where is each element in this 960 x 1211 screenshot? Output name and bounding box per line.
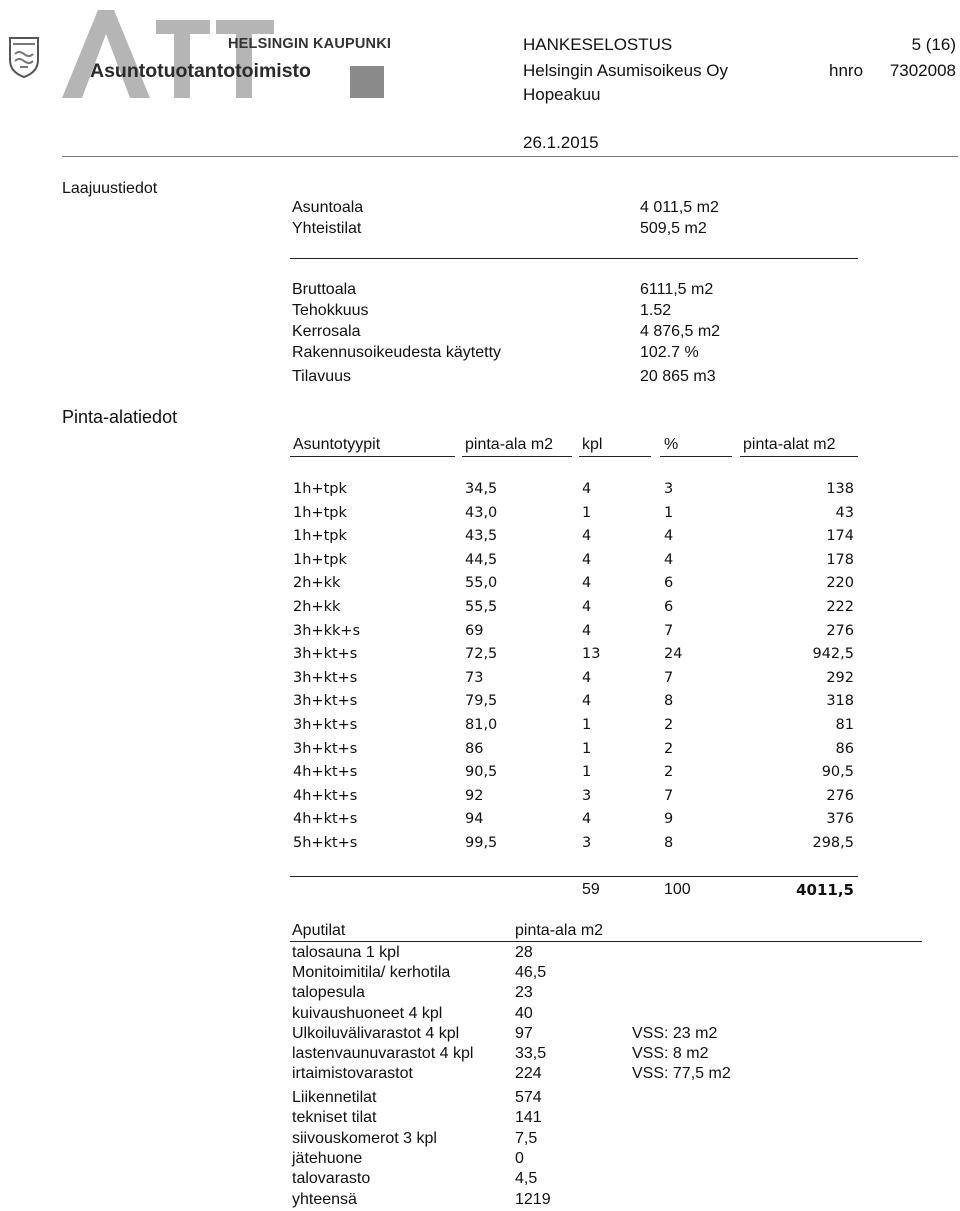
header-underline-pct [660, 456, 732, 457]
laajuus-label: Yhteistilat [292, 220, 362, 237]
laajuus-value: 4 876,5 m2 [640, 323, 721, 340]
cell-pct: 9 [664, 811, 674, 828]
cell-total: 81 [835, 717, 854, 733]
cell-total: 43 [835, 504, 854, 521]
project-name: Hopeakuu [523, 85, 601, 104]
col-header-area: pinta-ala m2 [465, 436, 554, 453]
cell-area: 55,5 [465, 599, 498, 615]
doc-title: HANKESELOSTUS [523, 35, 673, 54]
header-underline-type [290, 456, 455, 457]
cell-total: 178 [826, 551, 854, 568]
cell-area: 73 [465, 669, 484, 686]
aputila-value: 141 [515, 1109, 542, 1127]
cell-type: 1h+tpk [293, 504, 347, 521]
cell-kpl: 1 [582, 764, 592, 781]
aputila-value: 7,5 [515, 1129, 538, 1147]
hnro-label: hnro [829, 61, 864, 80]
cell-kpl: 1 [582, 504, 592, 521]
aputila-value: 23 [515, 984, 533, 1002]
cell-total: 86 [835, 740, 854, 757]
cell-area: 55,0 [465, 575, 498, 592]
cell-type: 3h+kt+s [293, 740, 358, 757]
cell-type: 1h+tpk [293, 528, 347, 545]
cell-area: 34,5 [465, 481, 498, 497]
cell-pct: 7 [664, 622, 674, 639]
cell-type: 3h+kt+s [293, 717, 358, 733]
cell-type: 4h+kt+s [293, 764, 358, 781]
col-header-kpl: kpl [582, 436, 603, 453]
cell-pct: 2 [664, 740, 674, 757]
cell-type: 1h+tpk [293, 481, 347, 497]
cell-pct: 8 [664, 835, 674, 851]
aputila-label: kuivaushuoneet 4 kpl [292, 1004, 443, 1022]
cell-pct: 3 [664, 481, 674, 497]
col-header-pct: % [664, 436, 679, 453]
aputila-value: 0 [515, 1149, 524, 1167]
aputila-value: 28 [515, 944, 533, 961]
aputila-value: 40 [515, 1004, 533, 1022]
cell-pct: 24 [664, 646, 683, 663]
aputila-label: siivouskomerot 3 kpl [292, 1129, 437, 1147]
att-logo-icon [60, 4, 290, 100]
header-divider [62, 156, 958, 157]
cell-type: 2h+kk [293, 575, 341, 592]
cell-area: 69 [465, 622, 484, 639]
laajuus-divider [290, 258, 858, 259]
aputila-label: jätehuone [292, 1149, 363, 1167]
cell-area: 92 [465, 787, 484, 804]
logo-office-text: Asuntotuotantotoimisto [90, 60, 311, 82]
cell-total: 220 [826, 575, 854, 592]
aputila-label: Monitoimitila/ kerhotila [292, 964, 451, 982]
cell-area: 86 [465, 740, 484, 757]
cell-kpl: 4 [582, 811, 592, 828]
cell-area: 79,5 [465, 693, 498, 710]
cell-kpl: 4 [582, 481, 592, 497]
cell-type: 3h+kk+s [293, 622, 361, 639]
cell-type: 3h+kt+s [293, 646, 358, 663]
laajuus-value: 6111,5 m2 [640, 281, 714, 298]
cell-kpl: 13 [582, 646, 601, 663]
aputila-note: VSS: 8 m2 [632, 1045, 709, 1062]
laajuus-value: 1.52 [640, 302, 672, 319]
cell-kpl: 4 [582, 693, 592, 710]
laajuus-value: 509,5 m2 [640, 220, 707, 237]
header-underline-area [462, 456, 572, 457]
cell-pct: 4 [664, 528, 674, 545]
aputila-label: talopesula [292, 984, 365, 1002]
cell-area: 44,5 [465, 551, 498, 568]
cell-total: 942,5 [812, 646, 854, 663]
cell-pct: 8 [664, 693, 674, 710]
aputilat-header-value: pinta-ala m2 [515, 922, 604, 939]
cell-total: 276 [826, 787, 854, 804]
aputila-label: Ulkoiluvälivarastot 4 kpl [292, 1024, 460, 1042]
cell-type: 3h+kt+s [293, 669, 358, 686]
laajuus-label: Bruttoala [292, 281, 357, 298]
page-number: 5 (16) [911, 35, 956, 54]
aputila-label: irtaimistovarastot [292, 1065, 413, 1083]
total-pct: 100 [664, 881, 691, 898]
cell-pct: 7 [664, 787, 674, 804]
laajuus-label: Kerrosala [292, 323, 361, 340]
laajuus-label: Tehokkuus [292, 302, 369, 319]
laajuus-label: Tilavuus [292, 368, 351, 385]
cell-kpl: 4 [582, 622, 592, 639]
cell-pct: 1 [664, 504, 674, 521]
cell-kpl: 3 [582, 835, 592, 851]
cell-area: 81,0 [465, 717, 498, 733]
cell-kpl: 4 [582, 528, 592, 545]
cell-kpl: 3 [582, 787, 592, 804]
aputila-value: 46,5 [515, 964, 547, 982]
laajuus-value: 4 011,5 m2 [640, 199, 719, 216]
doc-date: 26.1.2015 [523, 133, 599, 152]
cell-type: 5h+kt+s [293, 835, 358, 851]
aputila-value: 4,5 [515, 1170, 538, 1188]
laajuus-heading: Laajuustiedot [62, 180, 158, 197]
col-header-type: Asuntotyypit [293, 436, 381, 453]
cell-kpl: 1 [582, 717, 592, 733]
aputila-value: 97 [515, 1024, 533, 1042]
cell-pct: 7 [664, 669, 674, 686]
cell-kpl: 4 [582, 669, 592, 686]
header-underline-total [740, 456, 858, 457]
cell-kpl: 4 [582, 551, 592, 568]
aputila-value: 33,5 [515, 1045, 547, 1062]
totals-divider [290, 876, 858, 877]
aputila-label: talosauna 1 kpl [292, 944, 400, 961]
cell-total: 318 [826, 693, 854, 710]
laajuus-label: Rakennusoikeudesta käytetty [292, 344, 502, 361]
laajuus-value: 102.7 % [640, 344, 699, 361]
cell-pct: 6 [664, 599, 674, 615]
aputilat-divider [290, 941, 922, 942]
hnro-value: 7302008 [889, 61, 956, 80]
total-area: 4011,5 [796, 881, 854, 899]
total-kpl: 59 [582, 881, 600, 898]
aputila-label: Liikennetilat [292, 1089, 377, 1106]
aputila-value: 574 [515, 1089, 542, 1106]
cell-total: 222 [826, 599, 854, 615]
laajuus-value: 20 865 m3 [640, 368, 716, 385]
cell-total: 298,5 [812, 835, 854, 851]
cell-pct: 2 [664, 764, 674, 781]
cell-total: 292 [826, 669, 854, 686]
cell-total: 276 [826, 622, 854, 639]
laajuus-label: Asuntoala [292, 199, 364, 216]
cell-pct: 6 [664, 575, 674, 592]
cell-area: 43,5 [465, 528, 498, 545]
cell-area: 99,5 [465, 835, 498, 851]
cell-area: 94 [465, 811, 484, 828]
cell-kpl: 4 [582, 575, 592, 592]
col-header-total: pinta-alat m2 [743, 436, 836, 453]
aputila-value: 224 [515, 1065, 542, 1083]
logo-square [350, 66, 384, 98]
cell-kpl: 1 [582, 740, 592, 757]
cell-type: 4h+kt+s [293, 811, 358, 828]
cell-type: 4h+kt+s [293, 787, 358, 804]
cell-pct: 4 [664, 551, 674, 568]
cell-area: 72,5 [465, 646, 498, 663]
aputila-note: VSS: 77,5 m2 [632, 1065, 731, 1083]
cell-total: 138 [826, 481, 854, 497]
cell-pct: 2 [664, 717, 674, 733]
pinta-heading: Pinta-alatiedot [62, 407, 178, 427]
cell-area: 90,5 [465, 764, 498, 781]
aputila-value: 1219 [515, 1190, 551, 1208]
header-underline-kpl [579, 456, 651, 457]
aputila-label: talovarasto [292, 1170, 371, 1188]
cell-kpl: 4 [582, 599, 592, 615]
logo-city-text: HELSINGIN KAUPUNKI [228, 36, 392, 52]
aputila-note: VSS: 23 m2 [632, 1024, 718, 1042]
cell-type: 2h+kk [293, 599, 341, 615]
cell-area: 43,0 [465, 504, 498, 521]
cell-type: 1h+tpk [293, 551, 347, 568]
cell-total: 90,5 [821, 764, 854, 781]
aputila-label: lastenvaunuvarastot 4 kpl [292, 1045, 474, 1062]
company-name: Helsingin Asumisoikeus Oy [523, 61, 729, 80]
aputilat-header-label: Aputilat [292, 922, 346, 939]
helsinki-crest-icon [8, 36, 40, 78]
aputila-label: tekniset tilat [292, 1109, 377, 1127]
cell-type: 3h+kt+s [293, 693, 358, 710]
aputila-label: yhteensä [292, 1190, 357, 1208]
cell-total: 376 [826, 811, 854, 828]
cell-total: 174 [826, 528, 854, 545]
